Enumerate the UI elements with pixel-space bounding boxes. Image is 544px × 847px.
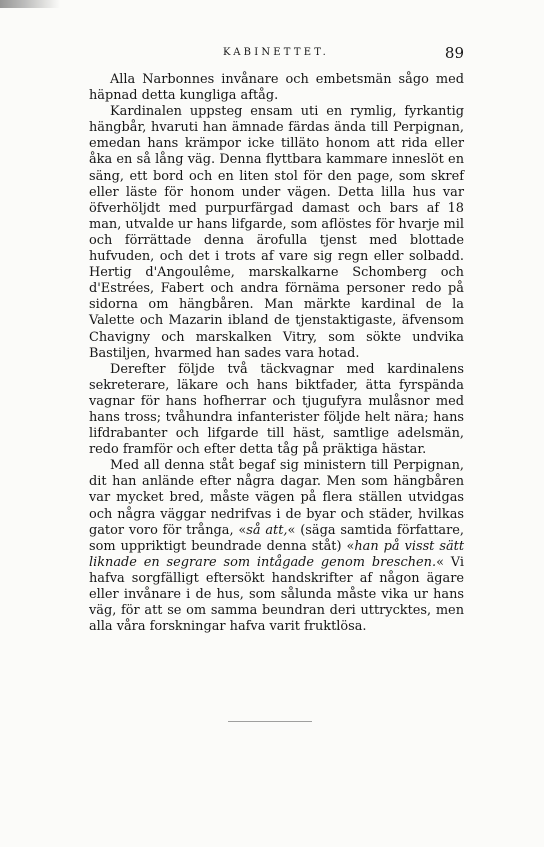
paragraph-4 xyxy=(89,458,464,635)
paragraph-4-text-start: Med all denna ståt begaf sig ministern till Perpignan, dit han anlände efter några dagar. Men som hängbåren var mycket bred, måste vägen på flera ställen utvidgas och några väggar nedrifvas i de byar och städer, hvilkas gator voro för trånga, « xyxy=(89,458,464,538)
paragraph-1: Alla Narbonnes invånare och embetsmän sågo med häpnad detta kungliga aftåg. xyxy=(89,72,464,104)
paragraph-2: Kardinalen uppsteg ensam uti en rymlig, fyrkantig hängbår, hvaruti han ämnade färdas ända till Perpignan, emedan hans krämpor icke tilläto honom att rida eller åka en så lång väg. Denna flyttbara kammare inneslöt en säng, ett bord och en liten stol för den page, som skref eller läste för honom under vägen. Detta lilla hus var öfverhöljdt med purpurfärgad damast och bars af 18 man, utvalde ur hans lifgarde, som aflöstes för hvarje mil och förrättade denna ärofulla tjenst med blottade hufvuden, och det i trots af vare sig regn eller solbadd. Hertig d'Angoulême, marskalkarne Schomberg och d'Estrées, Fabert och andra förnäma personer redo på sidorna om hängbåren. Man märkte kardinal de la Valette och Mazarin ibland de tjenstaktigaste, äfvensom Chavigny och marskalken Vitry, som sökte undvika Bastiljen, hvarmed han sades vara hotad. xyxy=(89,104,465,361)
italic-quote-2: han på visst sätt liknade en segrare som intågade genom breschen. xyxy=(89,538,465,570)
paragraph-4-text-end: « Vi hafva sorgfälligt eftersökt handskrifter af någon ägare eller invånare i de hus, som sålunda måste vika ur hans väg, för att se om samma beundran deri uttrycktes, men alla våra forskningar hafva varit fruktlösa. xyxy=(89,554,464,635)
italic-quote-1: så att, xyxy=(246,522,288,538)
running-head: KABINETTET. xyxy=(222,47,330,58)
body-text xyxy=(89,72,464,635)
page-number: 89 xyxy=(444,44,464,62)
paragraph-3: Derefter följde två täckvagnar med kardinalens sekreterare, läkare och hans biktfader, ätta fyrspända vagnar för hans hofherrar och tjugufyra mulåsnor med hans tross; tvåhundra infanterister följde helt nära; hans lifdrabanter och lifgarde till häst, samtlige adelsmän, redo framför och efter detta tåg på präktiga hästar. xyxy=(89,361,464,458)
paragraph-4-text-middle: « (säga samtida författare, som uppriktigt beundrade denna ståt) « xyxy=(89,522,465,554)
page-corner-shadow xyxy=(0,0,60,8)
page-header xyxy=(88,44,464,64)
end-rule xyxy=(228,721,312,722)
